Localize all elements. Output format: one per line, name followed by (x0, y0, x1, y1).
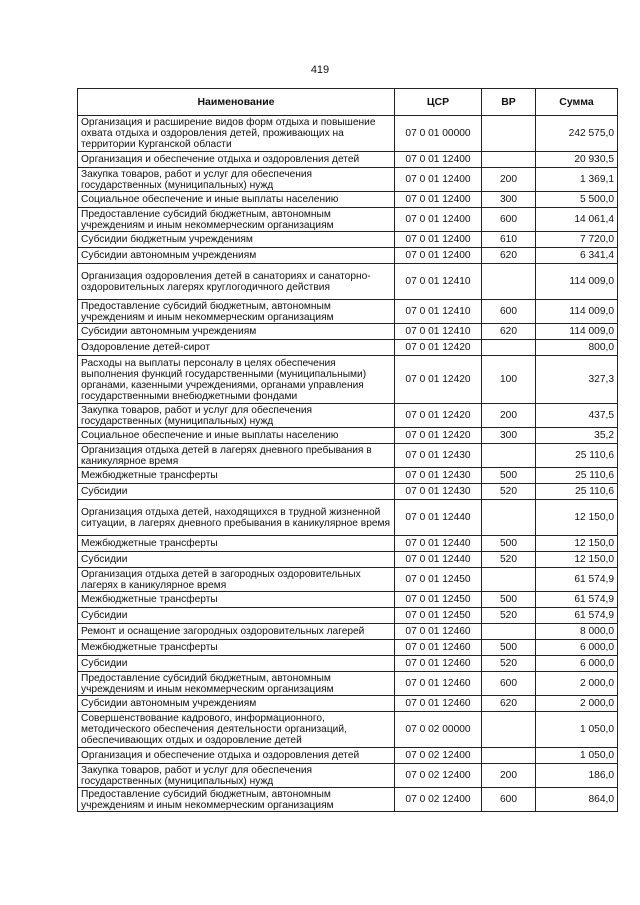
cell-csr: 07 0 01 12420 (395, 340, 482, 356)
cell-vr (482, 340, 536, 356)
table-row (78, 536, 618, 552)
table-row (78, 640, 618, 656)
cell-csr: 07 0 01 12400 (395, 152, 482, 168)
cell-csr: 07 0 01 12460 (395, 624, 482, 640)
cell-name: Оздоровление детей-сирот (78, 340, 395, 356)
table-row (78, 116, 618, 152)
cell-vr: 620 (482, 248, 536, 264)
cell-csr: 07 0 02 12400 (395, 748, 482, 764)
cell-vr: 600 (482, 788, 536, 812)
cell-csr: 07 0 01 12440 (395, 552, 482, 568)
cell-name: Межбюджетные трансферты (78, 592, 395, 608)
table-row (78, 152, 618, 168)
cell-vr: 100 (482, 356, 536, 404)
cell-csr: 07 0 01 12400 (395, 192, 482, 208)
cell-sum: 800,0 (536, 340, 618, 356)
cell-vr (482, 624, 536, 640)
cell-csr: 07 0 01 12460 (395, 696, 482, 712)
cell-vr: 500 (482, 640, 536, 656)
cell-vr (482, 264, 536, 300)
cell-name: Ремонт и оснащение загородных оздоровительных лагерей (78, 624, 395, 640)
cell-sum: 1 369,1 (536, 168, 618, 192)
cell-vr: 520 (482, 552, 536, 568)
cell-name: Организация отдыха детей, находящихся в трудной жизненной ситуации, в лагерях дневного пребывания в каникулярное время (78, 500, 395, 536)
cell-name: Субсидии (78, 552, 395, 568)
cell-vr: 620 (482, 696, 536, 712)
cell-csr: 07 0 01 12460 (395, 656, 482, 672)
cell-vr (482, 152, 536, 168)
cell-name: Межбюджетные трансферты (78, 536, 395, 552)
cell-csr: 07 0 02 12400 (395, 764, 482, 788)
cell-sum: 242 575,0 (536, 116, 618, 152)
table-row (78, 444, 618, 468)
cell-name: Расходы на выплаты персоналу в целях обеспечения выполнения функций государственными (муниципальными) органами, казенными учреждениями, органами управления государственными внебюджетными фондами (78, 356, 395, 404)
cell-sum: 25 110,6 (536, 468, 618, 484)
table-row (78, 500, 618, 536)
cell-sum: 114 009,0 (536, 324, 618, 340)
cell-vr: 520 (482, 656, 536, 672)
cell-vr (482, 712, 536, 748)
cell-vr: 500 (482, 536, 536, 552)
cell-sum: 327,3 (536, 356, 618, 404)
cell-csr: 07 0 01 12450 (395, 592, 482, 608)
cell-sum: 186,0 (536, 764, 618, 788)
cell-name: Совершенствование кадрового, информационного, методического обеспечения деятельности организаций, обеспечивающих отдых и оздоровление детей (78, 712, 395, 748)
cell-csr: 07 0 01 12400 (395, 168, 482, 192)
table-row (78, 248, 618, 264)
cell-name: Субсидии бюджетным учреждениям (78, 232, 395, 248)
cell-sum: 6 341,4 (536, 248, 618, 264)
table-header-row (78, 89, 618, 116)
cell-csr: 07 0 01 12450 (395, 608, 482, 624)
cell-name: Субсидии автономным учреждениям (78, 324, 395, 340)
cell-sum: 12 150,0 (536, 552, 618, 568)
cell-sum: 114 009,0 (536, 300, 618, 324)
cell-csr: 07 0 01 12400 (395, 248, 482, 264)
cell-sum: 2 000,0 (536, 696, 618, 712)
table-row (78, 788, 618, 812)
cell-vr: 620 (482, 324, 536, 340)
cell-vr (482, 748, 536, 764)
cell-sum: 8 000,0 (536, 624, 618, 640)
cell-csr: 07 0 01 12430 (395, 468, 482, 484)
cell-name: Предоставление субсидий бюджетным, автономным учреждениям и иным некоммерческим организациям (78, 788, 395, 812)
cell-name: Социальное обеспечение и иные выплаты населению (78, 192, 395, 208)
table-row (78, 764, 618, 788)
table-body (78, 116, 618, 812)
table-row (78, 232, 618, 248)
cell-csr: 07 0 01 12410 (395, 300, 482, 324)
table-row (78, 468, 618, 484)
cell-csr: 07 0 01 12410 (395, 324, 482, 340)
cell-sum: 1 050,0 (536, 712, 618, 748)
cell-csr: 07 0 01 12450 (395, 568, 482, 592)
cell-sum: 5 500,0 (536, 192, 618, 208)
cell-csr: 07 0 01 12410 (395, 264, 482, 300)
cell-csr: 07 0 01 12430 (395, 484, 482, 500)
cell-sum: 114 009,0 (536, 264, 618, 300)
cell-sum: 25 110,6 (536, 444, 618, 468)
table-row (78, 672, 618, 696)
cell-name: Субсидии автономным учреждениям (78, 696, 395, 712)
table-row (78, 552, 618, 568)
cell-name: Межбюджетные трансферты (78, 468, 395, 484)
cell-csr: 07 0 01 12420 (395, 356, 482, 404)
table-row (78, 484, 618, 500)
table-row (78, 592, 618, 608)
cell-name: Закупка товаров, работ и услуг для обеспечения государственных (муниципальных) нужд (78, 404, 395, 428)
cell-vr: 600 (482, 300, 536, 324)
cell-sum: 61 574,9 (536, 568, 618, 592)
cell-name: Организация и расширение видов форм отдыха и повышение охвата отдыха и оздоровления детей, проживающих на территории Курганской области (78, 116, 395, 152)
table-row (78, 656, 618, 672)
cell-vr: 600 (482, 208, 536, 232)
table-row (78, 696, 618, 712)
table-row (78, 168, 618, 192)
table-row (78, 324, 618, 340)
cell-vr: 200 (482, 404, 536, 428)
cell-name: Организация оздоровления детей в санаториях и санаторно-оздоровительных лагерях круглогодичного действия (78, 264, 395, 300)
cell-vr: 200 (482, 764, 536, 788)
table-row (78, 712, 618, 748)
table-row (78, 208, 618, 232)
cell-vr: 520 (482, 608, 536, 624)
page-number: 419 (310, 64, 330, 76)
cell-csr: 07 0 01 12440 (395, 500, 482, 536)
cell-csr: 07 0 01 12420 (395, 428, 482, 444)
cell-sum: 437,5 (536, 404, 618, 428)
table-row (78, 192, 618, 208)
cell-sum: 2 000,0 (536, 672, 618, 696)
cell-sum: 7 720,0 (536, 232, 618, 248)
cell-sum: 35,2 (536, 428, 618, 444)
table-row (78, 748, 618, 764)
cell-name: Закупка товаров, работ и услуг для обеспечения государственных (муниципальных) нужд (78, 168, 395, 192)
cell-name: Предоставление субсидий бюджетным, автономным учреждениям и иным некоммерческим организациям (78, 672, 395, 696)
cell-csr: 07 0 01 12460 (395, 672, 482, 696)
cell-name: Межбюджетные трансферты (78, 640, 395, 656)
cell-sum: 61 574,9 (536, 592, 618, 608)
cell-csr: 07 0 01 00000 (395, 116, 482, 152)
header-name: Наименование (78, 89, 395, 116)
cell-sum: 864,0 (536, 788, 618, 812)
cell-sum: 25 110,6 (536, 484, 618, 500)
budget-table (77, 88, 618, 812)
cell-csr: 07 0 02 12400 (395, 788, 482, 812)
cell-name: Субсидии (78, 608, 395, 624)
cell-name: Субсидии (78, 656, 395, 672)
header-csr: ЦСР (395, 89, 482, 116)
table-row (78, 608, 618, 624)
header-vr: ВР (482, 89, 536, 116)
cell-vr: 610 (482, 232, 536, 248)
cell-vr: 520 (482, 484, 536, 500)
cell-csr: 07 0 01 12460 (395, 640, 482, 656)
cell-sum: 61 574,9 (536, 608, 618, 624)
cell-csr: 07 0 01 12420 (395, 404, 482, 428)
table-row (78, 264, 618, 300)
cell-vr: 200 (482, 168, 536, 192)
cell-vr: 600 (482, 672, 536, 696)
cell-name: Закупка товаров, работ и услуг для обеспечения государственных (муниципальных) нужд (78, 764, 395, 788)
table-row (78, 428, 618, 444)
cell-name: Организация отдыха детей в лагерях дневного пребывания в каникулярное время (78, 444, 395, 468)
cell-vr: 500 (482, 468, 536, 484)
cell-csr: 07 0 01 12400 (395, 208, 482, 232)
cell-sum: 6 000,0 (536, 640, 618, 656)
table-row (78, 568, 618, 592)
cell-sum: 6 000,0 (536, 656, 618, 672)
cell-vr (482, 500, 536, 536)
cell-vr: 300 (482, 192, 536, 208)
table-row (78, 624, 618, 640)
cell-sum: 12 150,0 (536, 500, 618, 536)
cell-name: Социальное обеспечение и иные выплаты населению (78, 428, 395, 444)
cell-vr (482, 116, 536, 152)
cell-csr: 07 0 01 12430 (395, 444, 482, 468)
cell-vr (482, 444, 536, 468)
cell-vr: 500 (482, 592, 536, 608)
cell-sum: 14 061,4 (536, 208, 618, 232)
table-row (78, 340, 618, 356)
header-sum: Сумма (536, 89, 618, 116)
cell-name: Организация отдыха детей в загородных оздоровительных лагерях в каникулярное время (78, 568, 395, 592)
cell-vr: 300 (482, 428, 536, 444)
cell-csr: 07 0 02 00000 (395, 712, 482, 748)
table-row (78, 356, 618, 404)
cell-name: Субсидии (78, 484, 395, 500)
cell-name: Предоставление субсидий бюджетным, автономным учреждениям и иным некоммерческим организациям (78, 300, 395, 324)
table-row (78, 404, 618, 428)
cell-name: Предоставление субсидий бюджетным, автономным учреждениям и иным некоммерческим организациям (78, 208, 395, 232)
cell-sum: 1 050,0 (536, 748, 618, 764)
cell-name: Организация и обеспечение отдыха и оздоровления детей (78, 748, 395, 764)
cell-csr: 07 0 01 12440 (395, 536, 482, 552)
cell-sum: 20 930,5 (536, 152, 618, 168)
cell-name: Организация и обеспечение отдыха и оздоровления детей (78, 152, 395, 168)
cell-sum: 12 150,0 (536, 536, 618, 552)
table-row (78, 300, 618, 324)
cell-vr (482, 568, 536, 592)
cell-name: Субсидии автономным учреждениям (78, 248, 395, 264)
cell-csr: 07 0 01 12400 (395, 232, 482, 248)
